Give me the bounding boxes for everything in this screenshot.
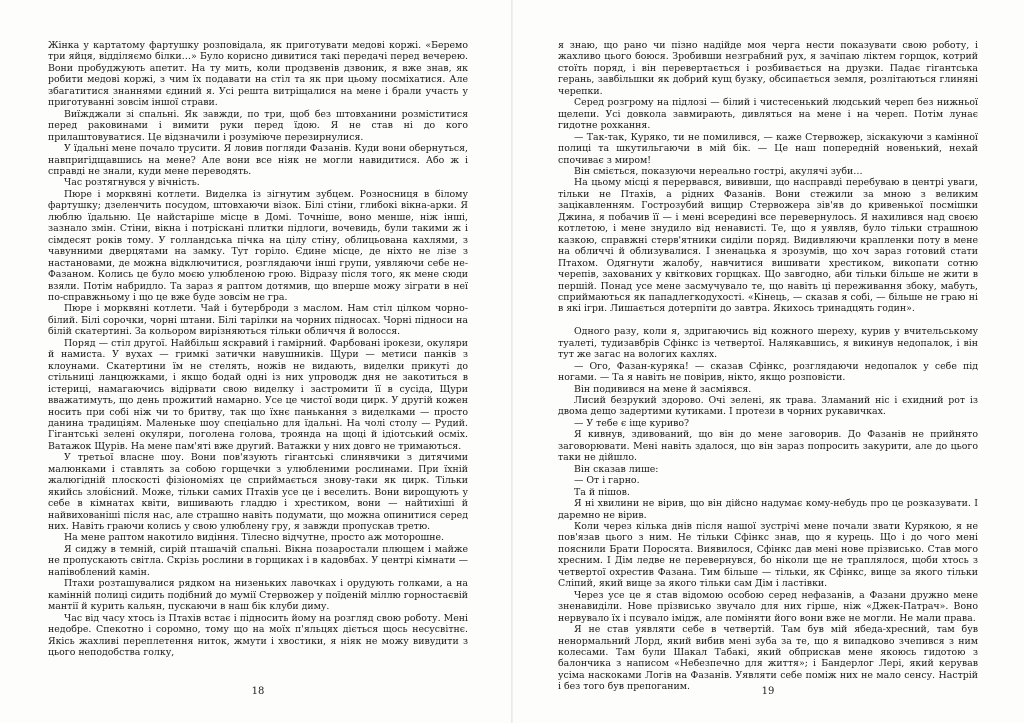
page-number-left: 18: [251, 686, 265, 697]
book-gutter: [511, 0, 513, 723]
paragraph: Пюре і морквяні котлети. Чай і бутерброди з маслом. Нам стіл цілком чорно-білий. Білі сорочки, чорні штани. Білі тарілки на чорних підносах. Чорні підноси на білій скатертині. За кольором вирізняються тільки обличчя й волосся.: [48, 303, 468, 338]
paragraph: Він подивився на мене й засміявся.: [574, 383, 752, 395]
paragraph: На мене раптом накотило видіння. Тілесно відчутне, просто аж моторошне.: [64, 532, 444, 544]
paragraph: Я ні хвилини не вірив, що він дійсно надумає кому-небудь про це розказувати. І даремно не вірив.: [558, 498, 978, 521]
paragraph: Пюре і морквяні котлети. Виделка із зігнутим зубцем. Розносниця в білому фартушку; дзеленчить посудом, штовхаючи візок. Білі стіни, глибокі вікна-арки. Я люблю їдальню. Це найстаріше місце в Домі. Точніше, воно менше, ніж інші, зазнало змін. Стіни, вікна і потріскані плитки підлоги, вочевидь, були такими ж і сімдесят років тому. У голландська пічка на цілу стіну, облицьована кахлями, з чавунними дверцятами на замку. Тут горіло. Єдине місце, де ніхто не лізе з настановами, де можна відключитися, розглядаючи інші групи, уявляючи себе не-Фазаном. Колись це було моєю улюбленою грою. Відразу після того, як мене сюди взяли. Потім набридло. Та зараз я раптом дотямив, що вперше можу зіграти в неї по-справжньому і що це вже буде зовсім не гра.: [48, 188, 468, 303]
paragraph: Поряд — стіл другої. Найбільш яскравий і гамірний. Фарбовані ірокези, окуляри й намиста. У вухах — гримкі затички навушників. Щури — метиси панків з клоунами. Скатертини їм не стелять, ножів не видають, виделки прикуті до стільниці ланцюжками, і якщо бодай одні із них упроводж дня не закотиться в істериці, намагаючись відірвати свою виделку і застромити її в сусіда, Щури вважатимуть, що день прожитий намарно. Усе це чистої води цирк. У другій кожен носить при собі ніж чи то бритву, так що їхнє панькання з виделками — просто данина традиціям. Маленьке шоу спеціально для їдальні. На чолі столу — Рудий. Гігантські зелені окуляри, поголена голова, троянда на щоці й ідіотський осміх. Ватажок Щурів. На мене пам'яті вже другий. Ватажки у них довго не тримаються.: [48, 337, 468, 452]
paragraph: Я сиджу в темній, сирій пташачій спальні. Вікна позаростали плющем і майже не пропускають світла. Скрізь рослини в горщиках і в кадовбах. У центрі кімнати — напівоблений камін.: [48, 543, 468, 578]
paragraph: Виїжджали зі спальні. Як завжди, по три, щоб без штовханини розміститися перед раковинами і вимити руки перед їдою. Я не став ні до кого прилаштовуватися. Це відзначили і розуміюче перезирнулися.: [48, 108, 468, 143]
paragraph: Серед розгрому на підлозі — білий і чистесенький людський череп без нижньої щелепи. Усі довкола завмирають, дивляться на мене і на череп. Потім лунає гидотне рохкання.: [558, 97, 978, 132]
paragraph: — Ого, Фазан-куряка! — сказав Сфінкс, розглядаючи недопалок у себе під ногами. — Та я навіть не повірив, нікто, якщо розповісти.: [558, 360, 978, 384]
right-page-text: [558, 40, 978, 693]
paragraph: У їдальні мене почало трусити. Я ловив погляди Фазанів. Куди вони обернуться, навпригідщавшись на мене? Але вони все ніяк не могли навидитися. Або ж і справді не знали, куди мене переводять.: [48, 143, 468, 177]
paragraph: Через усе це я став відомою особою серед нефазанів, а Фазани дружно мене зненавиділи. Нове прізвисько звучало для них гірше, ніж «Джек-Патрач». Воно нервувало їх і псувало імідж, але поміняти його вони вже не могли. Не мали права.: [558, 589, 978, 624]
paragraph: Коли через кілька днів після нашої зустрічі мене почали звати Курякою, я не пов'язав цього з ним. Не тільки Сфінкс знав, що я курець. Що і до чого мені пояснили Брати Поросята. Виявилося, Сфінкс дав мені нове прізвисько. Став мого хресним. І Дім ледве не перевернувся, бо ніколи ще не траплялося, щоби хтось з четвертої охрестив Фазана. Тим більше — тільки, як Сфінкс, вище за якого тільки Сліпий, який вище за якого тільки сам Дім і ластівки.: [558, 521, 978, 590]
paragraph: Час від часу хтось із Птахів встає і підносить йому на розгляд свою роботу. Мені недобре. Спекотно і соромно, тому що на моїх п'яльцях діється щось несусвітнє. Якісь жахливі переплетення ниток, жмути і хвостики, я ніяк не можу вивудити з цього неподобства голку,: [48, 612, 468, 659]
paragraph: Він сміється, показуючи нереально гострі, акулячі зуби…: [574, 165, 863, 177]
paragraph: — От і гарно.: [574, 475, 640, 487]
left-page-text: [48, 40, 468, 658]
paragraph: Лисий безрукий здорово. Очі зелені, як трава. Зламаний ніс і єхидний рот із двома дещо задертими кутиками. І протези в чорних рукавичках.: [558, 395, 978, 418]
paragraph: — У тебе є іще куриво?: [574, 417, 690, 429]
paragraph: Я кивнув, здивований, що він до мене заговорив. До Фазанів не прийнято заговорювати. Мені навіть здалося, що він зараз попросить закурити, але до цього таки не дійшло.: [558, 429, 978, 464]
paragraph: Птахи розташувалися рядком на низеньких лавочках і орудують голками, а на камінній полиці сидить подібний до мумії Стервожер у поїденій міллю горностаєвій мантії й курить кальян, пускаючи в наш бік клуби диму.: [48, 578, 468, 613]
paragraph: я знаю, що рано чи пізно надійде моя черга нести показувати свою роботу, і жахливо цього боюся. Зробивши незграбний рух, я зачіпаю ліктем горщок, котрий стоїть поряд, і він перевертається і розбивається на друзки. Падає гігантська герань, завбільшки як добрий кущ бузку, обсипається земля, розлітаються глиняні черепки.: [558, 40, 978, 97]
paragraph: Я не став уявляти себе в четвертій. Там був мій ябеда-хресний, там був ненормальний Лорд, який вибив мені зуба за те, що я випадково зчепився з ним колесами. Там були Шакал Табакі, який обприскав мене якоюсь гидотою з балончика з написом «Небезпечно для життя»; і Бандерлог Лері, який керував усіма наскоками Логів на Фазанів. Уявляти себе поміж них не мало сенсу. Настрій і без того був препоганим.: [558, 624, 978, 693]
paragraph: Він сказав лише:: [574, 463, 659, 475]
paragraph: Жінка у картатому фартушку розповідала, як приготувати медові коржі. «Беремо три яйця, відділяємо білки…» Було корисно дивитися такі передачі перед вечерею. Вони пробуджують апетит. На ту мить, коли продзвенів дзвоник, я вже знав, як робити медові коржі, з чим їх подавати на стіл та як при цьому посміхатися. Але збагатитися знаннями єдиний я. Усі решта витріщалися на мене і брали участь у приготуванні зовсім іншої страви.: [48, 40, 468, 109]
paragraph: На цьому місці я перервався, вививши, що насправді перебуваю в центрі уваги, тільки не Птахів, а рідних Фазанів. Вони стежили за мною з великим зацікавленням. Гострозубий вищир Стервожера зів'яв до кривенької посмішки Джина, я побачив її — і мені всередині все перевернулось. Я нахилився над своєю котлетою, і мене знудило від ненависті. Те, що я уявляв, було тільки страшною казкою, справжні стерв'ятники сиділи поряд. Видивляючи крапленки поту в мене на обличчі й облизувалися. І зненацька я зрозумів, що хоч зараз готовий стати Птахом. Одягнути жалобу, навчитися вишивати хрестиком, викопати сотню черепів, захованих у квіткових горщках. Що завгодно, аби тільки більше не жити в першій. Понад усе мене засмучувало те, що навіть ці переживання збоку, мабуть, сприймаються як пападлегкодухості. «Кінець, — сказав я собі, — більше не граю ні в які ігри. Лишається дотерпіти до завтра. Якихось тринадцять годин».: [558, 177, 978, 315]
paragraph: У третьої власне шоу. Вони пов'язують гігантські слинявчики з дитячими малюнками і ставлять за собою горщечки з улюбленими рослинами. При їхній жалюгідній плоскості фізіономіях це сприймається знову-таки як цирк. Тільки якийсь злов́існий. Може, тільки самих Птахів усе це і веселить. Вони вирощують у себе в кімнатах квіти, вишивають гладдю і хрестиком, вони — найтихіші й найвихованіші після нас, але страшно навіть подумати, що можна опинитися серед них. Навіть граючи колись у свою улюблену гру, я завжди пропускав третю.: [48, 452, 468, 533]
left-page: [48, 40, 468, 680]
paragraph: Та й пішов.: [574, 486, 630, 498]
paragraph: Час розтягнувся у вічність.: [64, 177, 200, 189]
page-number-right: 19: [761, 686, 775, 697]
paragraph: — Так-так, Куряко, ти не помилився, — каже Стервожер, зіскакуючи з камінної полиці та шкутильгаючи в мій бік. — Це наш попередній новенький, нехай спочиває з миром!: [558, 131, 978, 166]
paragraph: Одного разу, коли я, здригаючись від кожного шереху, курив у вчительському туалеті, тудизавбрів Сфінкс із четвертої. Налякавшись, я викинув недопалок, і він тут же загас на вологих кахлях.: [558, 326, 978, 361]
